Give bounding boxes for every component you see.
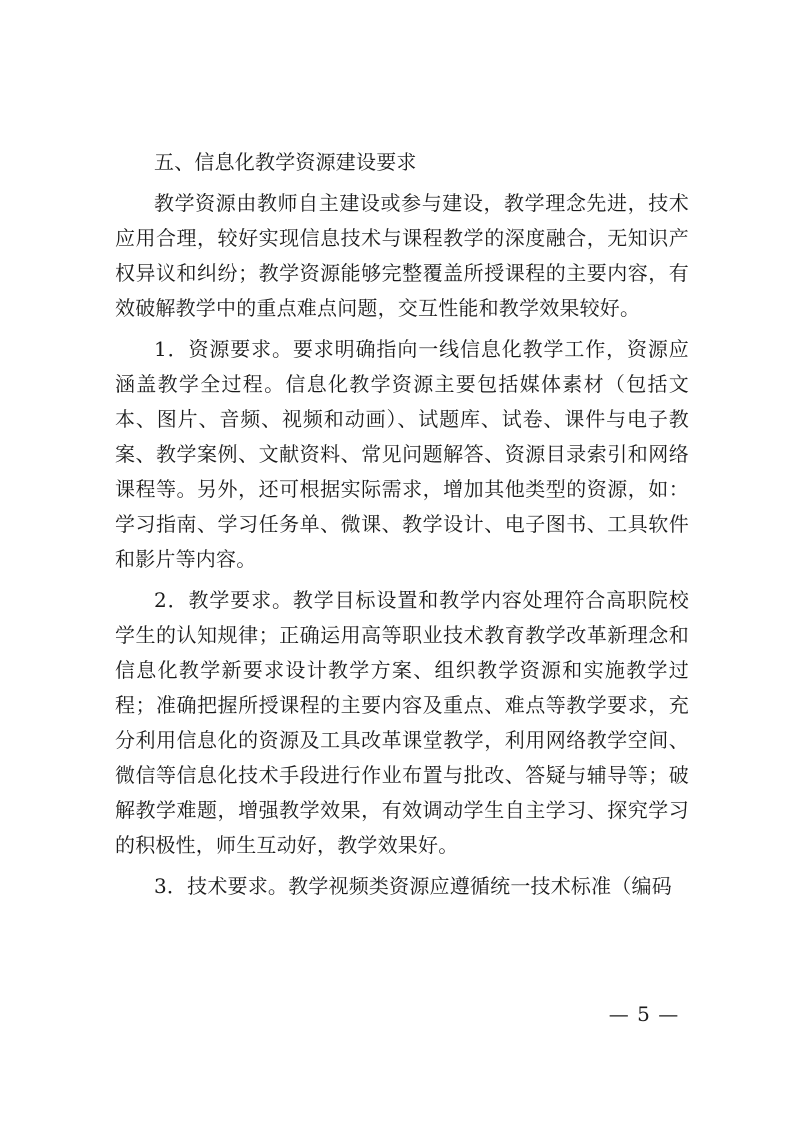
page-number: — 5 —: [608, 1002, 680, 1026]
document-body: [115, 145, 689, 904]
paragraph-resource-requirements: 1．资源要求。要求明确指向一线信息化教学工作，资源应涵盖教学全过程。信息化教学资源主要包括媒体素材（包括文本、图片、音频、视频和动画）、试题库、试卷、课件与电子教案、教学案例、文献资料、常见问题解答、资源目录索引和网络课程等。另外，还可根据实际需求，增加其他类型的资源，如：学习指南、学习任务单、微课、教学设计、电子图书、工具软件和影片等内容。: [115, 337, 689, 571]
paragraph-overview: 教学资源由教师自主建设或参与建设，教学理念先进，技术应用合理，较好实现信息技术与课程教学的深度融合，无知识产权异议和纠纷；教学资源能够完整覆盖所授课程的主要内容，有效破解教学中的重点难点问题，交互性能和教学效果较好。: [115, 191, 689, 320]
paragraph-teaching-requirements: 2．教学要求。教学目标设置和教学内容处理符合高职院校学生的认知规律；正确运用高等职业技术教育教学改革新理念和信息化教学新要求设计教学方案、组织教学资源和实施教学过程；准确把握所授课程的主要内容及重点、难点等教学要求，充分利用信息化的资源及工具改革课堂教学，利用网络教学空间、微信等信息化技术手段进行作业布置与批改、答疑与辅导等；破解教学难题，增强教学效果，有效调动学生自主学习、探究学习的积极性，师生互动好，教学效果好。: [115, 588, 689, 857]
paragraph-technical-requirements: 3．技术要求。教学视频类资源应遵循统一技术标准（编码: [154, 874, 672, 898]
section-heading: 五、信息化教学资源建设要求: [154, 150, 417, 174]
